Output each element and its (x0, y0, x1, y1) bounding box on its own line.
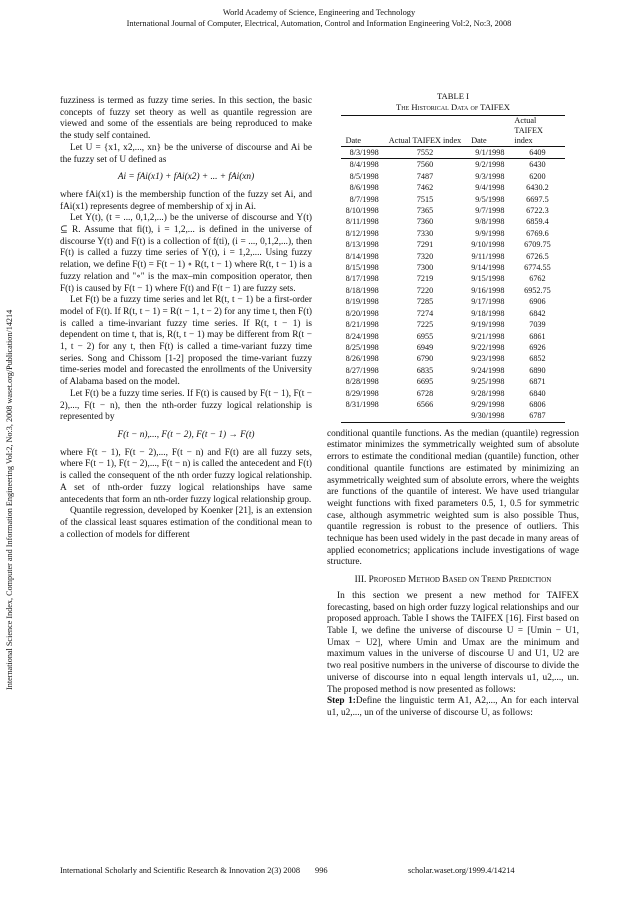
step-text: Define the linguistic term A1, A2,..., An for each interval u1, u2,..., un of the universe of discourse U, as follows: (327, 696, 579, 718)
footer-page-number: 996 (315, 866, 328, 875)
table-cell: 7225 (416, 320, 434, 330)
table-cell: 9/4/1998 (475, 183, 505, 193)
table-row (341, 399, 566, 410)
table-title: The Historical Data of TAIFEX (395, 102, 511, 112)
step-label: Step 1: (327, 696, 356, 707)
table-cell: 9/10/1998 (471, 240, 505, 250)
table-cell: 9/9/1998 (475, 228, 505, 238)
column-header: Actual TAIFEX index (388, 136, 462, 145)
table-cell: 8/29/1998 (345, 388, 379, 398)
table-cell: 7515 (416, 194, 434, 204)
table-cell: 9/24/1998 (471, 365, 505, 375)
table-row (341, 296, 566, 307)
column-header: Date (471, 136, 487, 145)
table-cell: 7039 (529, 320, 546, 330)
table-row (341, 147, 566, 159)
section-heading (327, 575, 579, 587)
table-cell: 8/20/1998 (345, 308, 379, 318)
table-cell: 8/10/1998 (345, 206, 379, 216)
paragraph: where fAi(x1) is the membership function of the fuzzy set Ai, and fAi(x1) represents degree of membership of xj in Ai. (60, 189, 312, 212)
table-cell: 9/25/1998 (471, 377, 505, 387)
table-cell: 8/14/1998 (345, 251, 379, 261)
table-label: TABLE I (436, 91, 469, 101)
column-header: Actual TAIFEX index (514, 116, 543, 145)
left-column (60, 96, 312, 541)
table-cell: 7220 (416, 285, 434, 295)
table-cell (341, 410, 384, 422)
journal-header (0, 7, 638, 29)
table-cell: 9/2/1998 (475, 160, 505, 170)
table-cell: 6787 (529, 411, 546, 421)
table-cell: 9/22/1998 (471, 342, 505, 352)
table-cell: 6566 (416, 399, 434, 409)
table-body (341, 147, 566, 423)
table-row (341, 331, 566, 342)
table-cell: 6430 (529, 160, 546, 170)
table-cell: 7462 (416, 183, 434, 193)
table-cell: 8/26/1998 (345, 354, 379, 364)
table-cell: 9/16/1998 (471, 285, 505, 295)
table-cell: 6726.5 (526, 251, 549, 261)
table-cell: 6790 (416, 354, 434, 364)
paragraph: where F(t − 1), F(t − 2),..., F(t − n) and F(t) are all fuzzy sets, where F(t − 1), F(t − 2),..., F(t − n) is called the antecedent and F(t) is called the consequent of the nth order fuzzy logical relationship. A set of nth-order fuzzy logical relationships have same antecedents that form an nth-order fuzzy logical relationship group. (60, 447, 312, 505)
table-cell: 6709.75 (524, 240, 551, 250)
taifex-table (341, 115, 566, 423)
sidebar-citation: International Science Index, Computer and Information Engineering Vol:2, No:3, 2008 waset.org/Publication/14214 (5, 309, 14, 690)
table-cell: 7330 (416, 228, 434, 238)
table-cell: 6861 (529, 331, 546, 341)
table-cell: 7300 (416, 263, 434, 273)
table-cell: 6200 (529, 171, 546, 181)
table-cell: 6774.55 (524, 263, 551, 273)
table-row (341, 182, 566, 193)
table-header-row (341, 116, 566, 147)
table-cell: 7274 (416, 308, 434, 318)
table-row (341, 171, 566, 182)
table-cell: 7285 (416, 297, 434, 307)
table-cell: 8/27/1998 (345, 365, 379, 375)
table-row (341, 262, 566, 273)
paragraph: Let F(t) be a fuzzy time series. If F(t) is caused by F(t − 1), F(t − 2),..., F(t − n), then the nth-order fuzzy logical relationship is represented by (60, 388, 312, 423)
table-cell: 6859.4 (526, 217, 549, 227)
table-cell: 8/28/1998 (345, 377, 379, 387)
table-row (341, 239, 566, 250)
table-cell: 9/15/1998 (471, 274, 505, 284)
paragraph: In this section we present a new method for TAIFEX forecasting, based on high order fuzzy logical relationships and our proposed approach. Table I shows the TAIFEX [16]. First based on Table I, we define the universe of discourse U = [Umin − U1, Umax − U2], where Umin and Umax are the minimum and maximum values in the universe of discourse U and U1, U2 are two real positive numbers in the universe of discourse to divide the universe of discourse into n equal length intervals u1, u2,..., un. The proposed method is now presented as follows: (327, 590, 579, 695)
table-cell: 9/8/1998 (475, 217, 505, 227)
table-cell: 6840 (529, 388, 546, 398)
column-header: Date (345, 136, 362, 145)
table-row (341, 365, 566, 376)
table-row (341, 308, 566, 319)
table-cell: 9/21/1998 (471, 331, 505, 341)
table-cell: 8/15/1998 (345, 263, 379, 273)
table-cell: 6728 (416, 388, 434, 398)
paragraph: fuzziness is termed as fuzzy time series. In this section, the basic concepts of fuzzy set theory as well as quantile regression are viewed and some of the essentials are being reproduced to make the study self contained. (60, 96, 312, 142)
table-cell: 8/3/1998 (349, 148, 379, 157)
table-cell: 8/24/1998 (345, 331, 379, 341)
table-cell: 6890 (529, 365, 546, 375)
table-cell: 6835 (416, 365, 434, 375)
paragraph: conditional quantile functions. As the median (quantile) regression estimator minimizes the symmetrically weighted sum of absolute errors to estimate the conditional median (quantile) function, other conditional quantile functions are estimated by minimizing an asymmetrically weighted sum of absolute errors, where the weights are functions of the quantile of interest. We have used triangular weight functions with fixed parameters 0.5, 1, 0.5 for symmetric case, although asymmetric weighted sum is also possible Thus, quantile regression is robust to the presence of outliers. This technique has been used widely in the past decade in many areas of applied econometrics; applications include investigations of wage structure. (327, 428, 579, 568)
table-cell: 9/30/1998 (471, 411, 505, 421)
section-number: III. (354, 575, 367, 586)
table-cell: 7560 (416, 160, 434, 170)
table-cell: 9/5/1998 (475, 194, 505, 204)
table-cell: 8/12/1998 (345, 228, 379, 238)
table-cell: 6697.5 (526, 194, 549, 204)
equation-logical-relationship: F(t − n),..., F(t − 2), F(t − 1) → F(t) (117, 429, 255, 440)
header-line-1: World Academy of Science, Engineering and Technology (222, 8, 416, 17)
table-cell: 6906 (529, 297, 546, 307)
table-cell: 6952.75 (524, 285, 551, 295)
table-cell: 8/13/1998 (345, 240, 379, 250)
table-row (341, 251, 566, 262)
table-row (341, 228, 566, 239)
paragraph: Quantile regression, developed by Koenker [21], is an extension of the classical least squares estimation of the conditional mean to a collection of models for different (60, 506, 312, 540)
table-row (341, 216, 566, 227)
table-cell: 6722.3 (526, 206, 549, 216)
table-cell: 8/25/1998 (345, 342, 379, 352)
table-cell: 9/18/1998 (471, 308, 505, 318)
table-cell: 8/21/1998 (345, 320, 379, 330)
table-cell: 7320 (416, 251, 434, 261)
table-cell: 9/29/1998 (471, 399, 505, 409)
table-cell: 8/17/1998 (345, 274, 379, 284)
table-row (341, 410, 566, 422)
table-cell: 6926 (529, 342, 546, 352)
table-row (341, 159, 566, 171)
table-cell: 6769.6 (526, 228, 549, 238)
table-cell: 6409 (529, 148, 546, 157)
paragraph: Let F(t) be a fuzzy time series and let R(t, t − 1) be a first-order model of F(t). If R(t, t − 1) = R(t − 1, t − 2) for any time t, then F(t) is called a time-invariant fuzzy time series. If R(t, t − 1) is dependent on time t, that is, R(t, t − 1) may be different from R(t − 1, t − 2) for any t, then F(t) is called a time-variant fuzzy time series. Song and Chissom [1-2] proposed the time-variant fuzzy time-series model and forecasted the enrollments of the University of Alabama based on the model. (60, 295, 312, 388)
table-cell: 7291 (416, 240, 434, 250)
table-cell: 6871 (529, 377, 546, 387)
table-cell (384, 410, 466, 422)
table-cell: 9/1/1998 (475, 148, 505, 157)
table-row (341, 205, 566, 216)
table-cell: 9/28/1998 (471, 388, 505, 398)
table-row (341, 319, 566, 330)
table-cell: 6842 (529, 308, 546, 318)
table-cell: 7552 (416, 148, 434, 157)
table-cell: 6695 (416, 377, 434, 387)
table-cell: 6949 (416, 342, 434, 352)
table-cell: 6955 (416, 331, 434, 341)
table-row (341, 376, 566, 387)
table-row (341, 342, 566, 353)
table-cell: 6852 (529, 354, 546, 364)
paragraph: Let Y(t), (t = ..., 0,1,2,...) be the universe of discourse and Y(t) ⊆ R. Assume that fi(t), i = 1,2,... is defined in the universe of discourse Y(t) and F(t) is a collection of f(ti), (i = ..., 0,1,2,...), then F(t) is called a fuzzy time series of Y(t), i = 1,2,.... Using fuzzy relation, we define F(t) = F(t − 1) ∘ R(t, t − 1) where R(t, t − 1) is a fuzzy relation and "∘" is the max–min composition operator, then F(t) is caused by F(t − 1) where F(t) and F(t − 1) are fuzzy sets. (60, 213, 312, 294)
equation-fuzzy-set: Ai = fAi(x1) + fAi(x2) + ... + fAi(xn) (117, 172, 255, 183)
table-cell: 7360 (416, 217, 434, 227)
table-cell: 9/11/1998 (471, 251, 505, 261)
table-cell: 9/17/1998 (471, 297, 505, 307)
step-paragraph (327, 696, 579, 719)
footer-url: scholar.waset.org/1999.4/14214 (408, 866, 515, 875)
table-row (341, 353, 566, 364)
table-cell: 8/7/1998 (349, 194, 379, 204)
table-cell: 9/19/1998 (471, 320, 505, 330)
table-cell: 7487 (416, 171, 434, 181)
right-column (327, 91, 579, 720)
paragraph: Let U = {x1, x2,..., xn} be the universe of discourse and Ai be the fuzzy set of U defined as (60, 142, 312, 165)
table-cell: 8/31/1998 (345, 399, 379, 409)
table-cell: 9/23/1998 (471, 354, 505, 364)
table-cell: 9/3/1998 (475, 171, 505, 181)
section-title: Proposed Method Based on Trend Prediction (368, 575, 552, 586)
table-row (341, 194, 566, 205)
table-cell: 8/6/1998 (349, 183, 379, 193)
table-cell: 7365 (416, 206, 434, 216)
footer-journal: International Scholarly and Scientific Research & Innovation 2(3) 2008 (60, 866, 301, 875)
table-cell: 8/11/1998 (345, 217, 379, 227)
header-line-2: International Journal of Computer, Electrical, Automation, Control and Information Engineering Vol:2, No:3, 2008 (126, 19, 512, 28)
table-row (341, 285, 566, 296)
table-cell: 8/4/1998 (349, 160, 379, 170)
table-cell: 9/14/1998 (471, 263, 505, 273)
table-cell: 6430.2 (526, 183, 549, 193)
table-cell: 6762 (529, 274, 546, 284)
table-cell: 8/5/1998 (349, 171, 379, 181)
table-cell: 7219 (416, 274, 434, 284)
table-cell: 8/18/1998 (345, 285, 379, 295)
table-cell: 8/19/1998 (345, 297, 379, 307)
table-cell: 6806 (529, 399, 546, 409)
table-row (341, 273, 566, 284)
table-row (341, 388, 566, 399)
table-cell: 9/7/1998 (475, 206, 505, 216)
